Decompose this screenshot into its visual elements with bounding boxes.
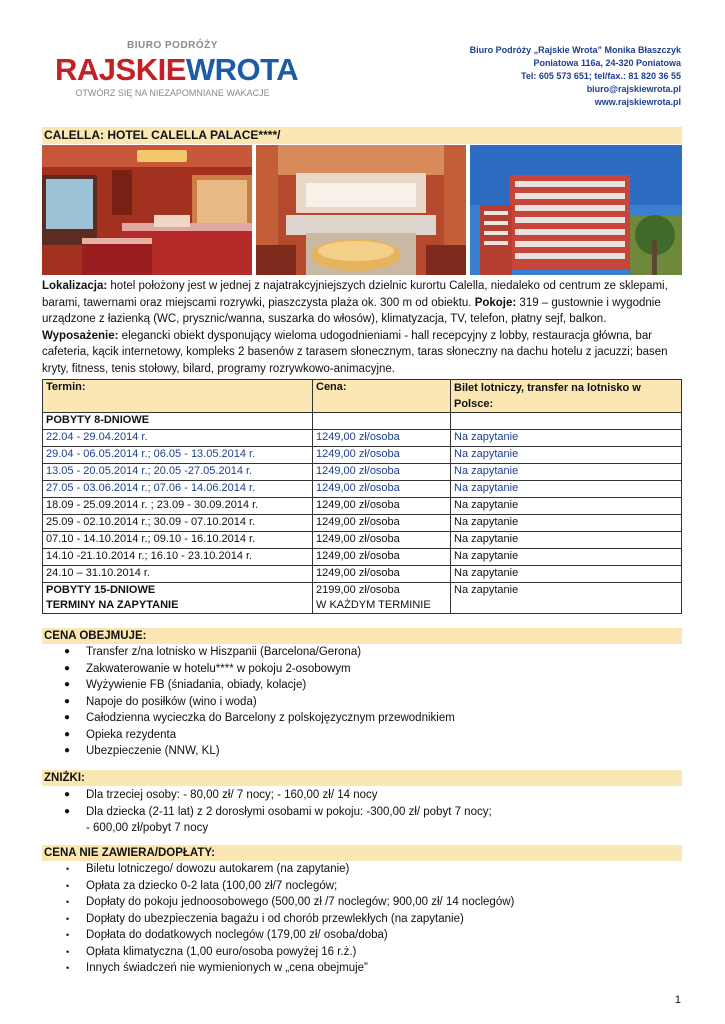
bullet-icon: ● xyxy=(64,662,71,674)
list-item-text: Opłata za dziecko 0-2 lata (100,00 zł/7 noclegów; xyxy=(86,879,338,892)
bullet-icon: ● xyxy=(64,646,71,657)
logo-tagline: OTWÓRZ SIĘ NA NIEZAPOMNIANE WAKACJE xyxy=(75,88,270,98)
photo-hotel-room xyxy=(42,145,252,275)
bullet-icon: • xyxy=(66,930,70,940)
bullet-icon: ● xyxy=(64,745,71,756)
row-cena: 1249,00 zł/osoba xyxy=(313,532,451,549)
bullet-icon: ● xyxy=(64,805,71,817)
row-termin: 14.10 -21.10.2014 r.; 16.10 - 23.10.2014 r. xyxy=(43,549,313,566)
wyposazenie-label: Wyposażenie: xyxy=(42,329,119,342)
list-item xyxy=(62,694,682,711)
logo-part-rajskie: RAJSKIE xyxy=(55,52,186,87)
znizki-list xyxy=(62,787,682,837)
wyposazenie-text: elegancki obiekt dysponujący wieloma udogodnieniami - hall recepcyjny z lobby, restauracja główna, bar cafeteria, kącik internetowy, kompleks 2 basenów z tarasem słonecznym, taras słoneczny na dachu hotelu z jacuzzi; basen kryty, fitness, tenis stołowy, bilard, programy rozrywkowo-animacyjne. xyxy=(42,329,668,375)
header-bilet: Bilet lotniczy, transfer na lotnisko w Polsce: xyxy=(451,380,682,413)
bullet-icon: ● xyxy=(64,679,71,690)
row-bilet: Na zapytanie xyxy=(451,430,682,447)
list-item xyxy=(62,960,682,977)
row-cena: 1249,00 zł/osoba xyxy=(313,430,451,447)
cena-15-line2: W KAŻDYM TERMINIE xyxy=(316,599,431,611)
list-item xyxy=(62,644,682,661)
row-termin: 18.09 - 25.09.2014 r. ; 23.09 - 30.09.2014 r. xyxy=(43,498,313,515)
row-bilet: Na zapytanie xyxy=(451,549,682,566)
row-bilet: Na zapytanie xyxy=(451,498,682,515)
bullet-icon: • xyxy=(66,913,70,924)
table-row xyxy=(43,532,682,549)
list-item-text: - 600,00 zł/pobyt 7 nocy xyxy=(86,822,209,834)
row-termin: 27.05 - 03.06.2014 r.; 07.06 - 14.06.2014 r. xyxy=(43,481,313,498)
contact-address: Poniatowa 116a, 24-320 Poniatowa xyxy=(533,58,681,68)
row-cena: 1249,00 zł/osoba xyxy=(313,515,451,532)
row-bilet: Na zapytanie xyxy=(451,515,682,532)
table-row-section xyxy=(43,413,682,430)
contact-website[interactable]: www.rajskiewrota.pl xyxy=(594,97,681,107)
list-item-text: Napoje do posiłków (wino i woda) xyxy=(86,695,257,708)
hotel-description xyxy=(42,278,682,378)
bullet-icon: ● xyxy=(64,789,71,800)
list-item-text: Biletu lotniczego/ dowozu autokarem (na zapytanie) xyxy=(86,863,350,875)
list-item-text: Transfer z/na lotnisko w Hiszpanii (Barcelona/Gerona) xyxy=(86,646,362,658)
row-termin: 13.05 - 20.05.2014 r.; 20.05 -27.05.2014 r. xyxy=(43,464,313,481)
table-row xyxy=(43,498,682,515)
page-number: 1 xyxy=(674,994,681,1006)
row-termin: 07.10 - 14.10.2014 r.; 09.10 - 16.10.2014 r. xyxy=(43,532,313,549)
list-item xyxy=(62,743,682,760)
table-row xyxy=(43,549,682,566)
logo-wordmark xyxy=(55,52,299,87)
hotel-title: CALELLA: HOTEL CALELLA PALACE****/ xyxy=(42,127,682,144)
row-bilet: Na zapytanie xyxy=(451,447,682,464)
list-item xyxy=(62,804,682,821)
row-termin: 24.10 – 31.10.2014 r. xyxy=(43,566,313,583)
list-item-text: Innych świadczeń nie wymienionych w „cena obejmuje” xyxy=(86,962,368,974)
bullet-icon: ● xyxy=(64,728,71,740)
table-row-15-days xyxy=(43,583,682,614)
row-15-days-bilet: Na zapytanie xyxy=(451,583,682,614)
list-item xyxy=(62,911,682,928)
nie-zawiera-list xyxy=(62,861,682,977)
table-row xyxy=(43,566,682,583)
list-item-text: Dla dziecka (2-11 lat) z 2 dorosłymi osobami w pokoju: -300,00 zł/ pobyt 7 nocy; xyxy=(86,805,492,818)
row-cena: 1249,00 zł/osoba xyxy=(313,481,451,498)
bullet-icon: • xyxy=(66,864,70,874)
row-termin: 29.04 - 06.05.2014 r.; 06.05 - 13.05.2014 r. xyxy=(43,447,313,464)
bullet-icon: • xyxy=(66,897,70,907)
termin-15-line1: POBYTY 15-DNIOWE xyxy=(46,584,156,596)
list-item-text: Ubezpieczenie (NNW, KL) xyxy=(86,745,220,757)
contact-company: Biuro Podróży „Rajskie Wrota” Monika Błaszczyk xyxy=(469,45,681,55)
list-item xyxy=(62,677,682,694)
cena-obejmuje-list xyxy=(62,644,682,760)
header-termin: Termin: xyxy=(43,380,313,413)
bullet-icon: ● xyxy=(64,712,71,723)
termin-15-line2: TERMINY NA ZAPYTANIE xyxy=(46,599,179,611)
row-15-days-termin xyxy=(43,583,313,614)
dates-prices-table xyxy=(42,379,682,614)
logo-part-wrota: WROTA xyxy=(185,52,299,87)
cena-15-line1: 2199,00 zł/osoba xyxy=(316,584,400,596)
row-termin: 25.09 - 02.10.2014 r.; 30.09 - 07.10.2014 r. xyxy=(43,515,313,532)
row-cena: 1249,00 zł/osoba xyxy=(313,498,451,515)
bullet-icon: • xyxy=(66,963,70,973)
list-item-text: Dopłata do dodatkowych noclegów (179,00 zł/ osoba/doba) xyxy=(86,929,388,941)
table-row xyxy=(43,447,682,464)
contact-info xyxy=(470,44,681,109)
restaurant-image xyxy=(256,145,466,275)
list-item-text: Dla trzeciej osoby: - 80,00 zł/ 7 nocy; - 160,00 zł/ 14 nocy xyxy=(86,789,378,801)
row-bilet: Na zapytanie xyxy=(451,532,682,549)
row-cena: 1249,00 zł/osoba xyxy=(313,464,451,481)
contact-email[interactable]: biuro@rajskiewrota.pl xyxy=(586,84,681,94)
section-znizki-title: ZNIŻKI: xyxy=(42,770,682,786)
row-cena: 1249,00 zł/osoba xyxy=(313,549,451,566)
photo-restaurant xyxy=(256,145,466,275)
list-item xyxy=(62,787,682,804)
photo-hotel-building xyxy=(470,145,682,275)
pokoje-label: Pokoje: xyxy=(474,296,517,309)
hotel-building-image xyxy=(470,145,682,275)
list-item-text: Zakwaterowanie w hotelu**** w pokoju 2-osobowym xyxy=(86,662,351,675)
bullet-icon: • xyxy=(66,880,70,891)
contact-phone: Tel: 605 573 651; tel/fax.: 81 820 36 55 xyxy=(521,71,681,81)
header-cena: Cena: xyxy=(313,380,451,413)
row-bilet: Na zapytanie xyxy=(451,566,682,583)
hotel-room-image xyxy=(42,145,252,275)
list-item xyxy=(62,710,682,727)
row-15-days-cena xyxy=(313,583,451,614)
table-row xyxy=(43,515,682,532)
list-item-text: Wyżywienie FB (śniadania, obiady, kolacje) xyxy=(86,679,307,691)
company-logo xyxy=(55,40,299,110)
section-cena-obejmuje-title: CENA OBEJMUJE: xyxy=(42,628,682,644)
pokoje-text: 319 – gustownie i wygodnie urządzone z łazienką (WC, prysznic/wanna, suszarka do włosów), klimatyzacja, TV, telefon, płatny sejf, balkon. xyxy=(42,296,661,326)
list-item xyxy=(62,927,682,944)
row-bilet: Na zapytanie xyxy=(451,464,682,481)
row-cena: 1249,00 zł/osoba xyxy=(313,566,451,583)
row-termin: 22.04 - 29.04.2014 r. xyxy=(43,430,313,447)
section-8-days: POBYTY 8-DNIOWE xyxy=(43,413,313,430)
list-item xyxy=(62,894,682,911)
list-item xyxy=(62,727,682,744)
table-header-row xyxy=(43,380,682,413)
lokalizacja-text: hotel położony jest w jednej z najatrakcyjniejszych dzielnic kurortu Calella, niedaleko od centrum ze sklepami, barami, tawernami oraz miejscami rozrywki, piaszczysta plaża ok. 300 m od obiektu. xyxy=(42,280,668,309)
list-item-continuation xyxy=(62,820,682,837)
table-row xyxy=(43,481,682,498)
list-item-text: Dopłaty do ubezpieczenia bagażu i od chorób przewlekłych (na zapytanie) xyxy=(86,912,464,925)
bullet-icon: • xyxy=(66,946,70,957)
table-row xyxy=(43,430,682,447)
list-item-text: Opieka rezydenta xyxy=(86,728,177,741)
logo-top-text: BIURO PODRÓŻY xyxy=(127,40,218,51)
lokalizacja-label: Lokalizacja: xyxy=(42,280,108,292)
table-row xyxy=(43,464,682,481)
bullet-icon: ● xyxy=(64,695,71,707)
section-nie-zawiera-title: CENA NIE ZAWIERA/DOPŁATY: xyxy=(42,845,682,861)
list-item-text: Dopłaty do pokoju jednoosobowego (500,00 zł /7 noclegów; 900,00 zł/ 14 noclegów) xyxy=(86,896,515,908)
row-bilet: Na zapytanie xyxy=(451,481,682,498)
list-item xyxy=(62,944,682,961)
list-item-text: Całodzienna wycieczka do Barcelony z polskojęzycznym przewodnikiem xyxy=(86,712,455,724)
list-item xyxy=(62,861,682,878)
row-cena: 1249,00 zł/osoba xyxy=(313,447,451,464)
list-item xyxy=(62,878,682,895)
list-item-text: Opłata klimatyczna (1,00 euro/osoba powyżej 16 r.ż.) xyxy=(86,945,357,958)
list-item xyxy=(62,661,682,678)
